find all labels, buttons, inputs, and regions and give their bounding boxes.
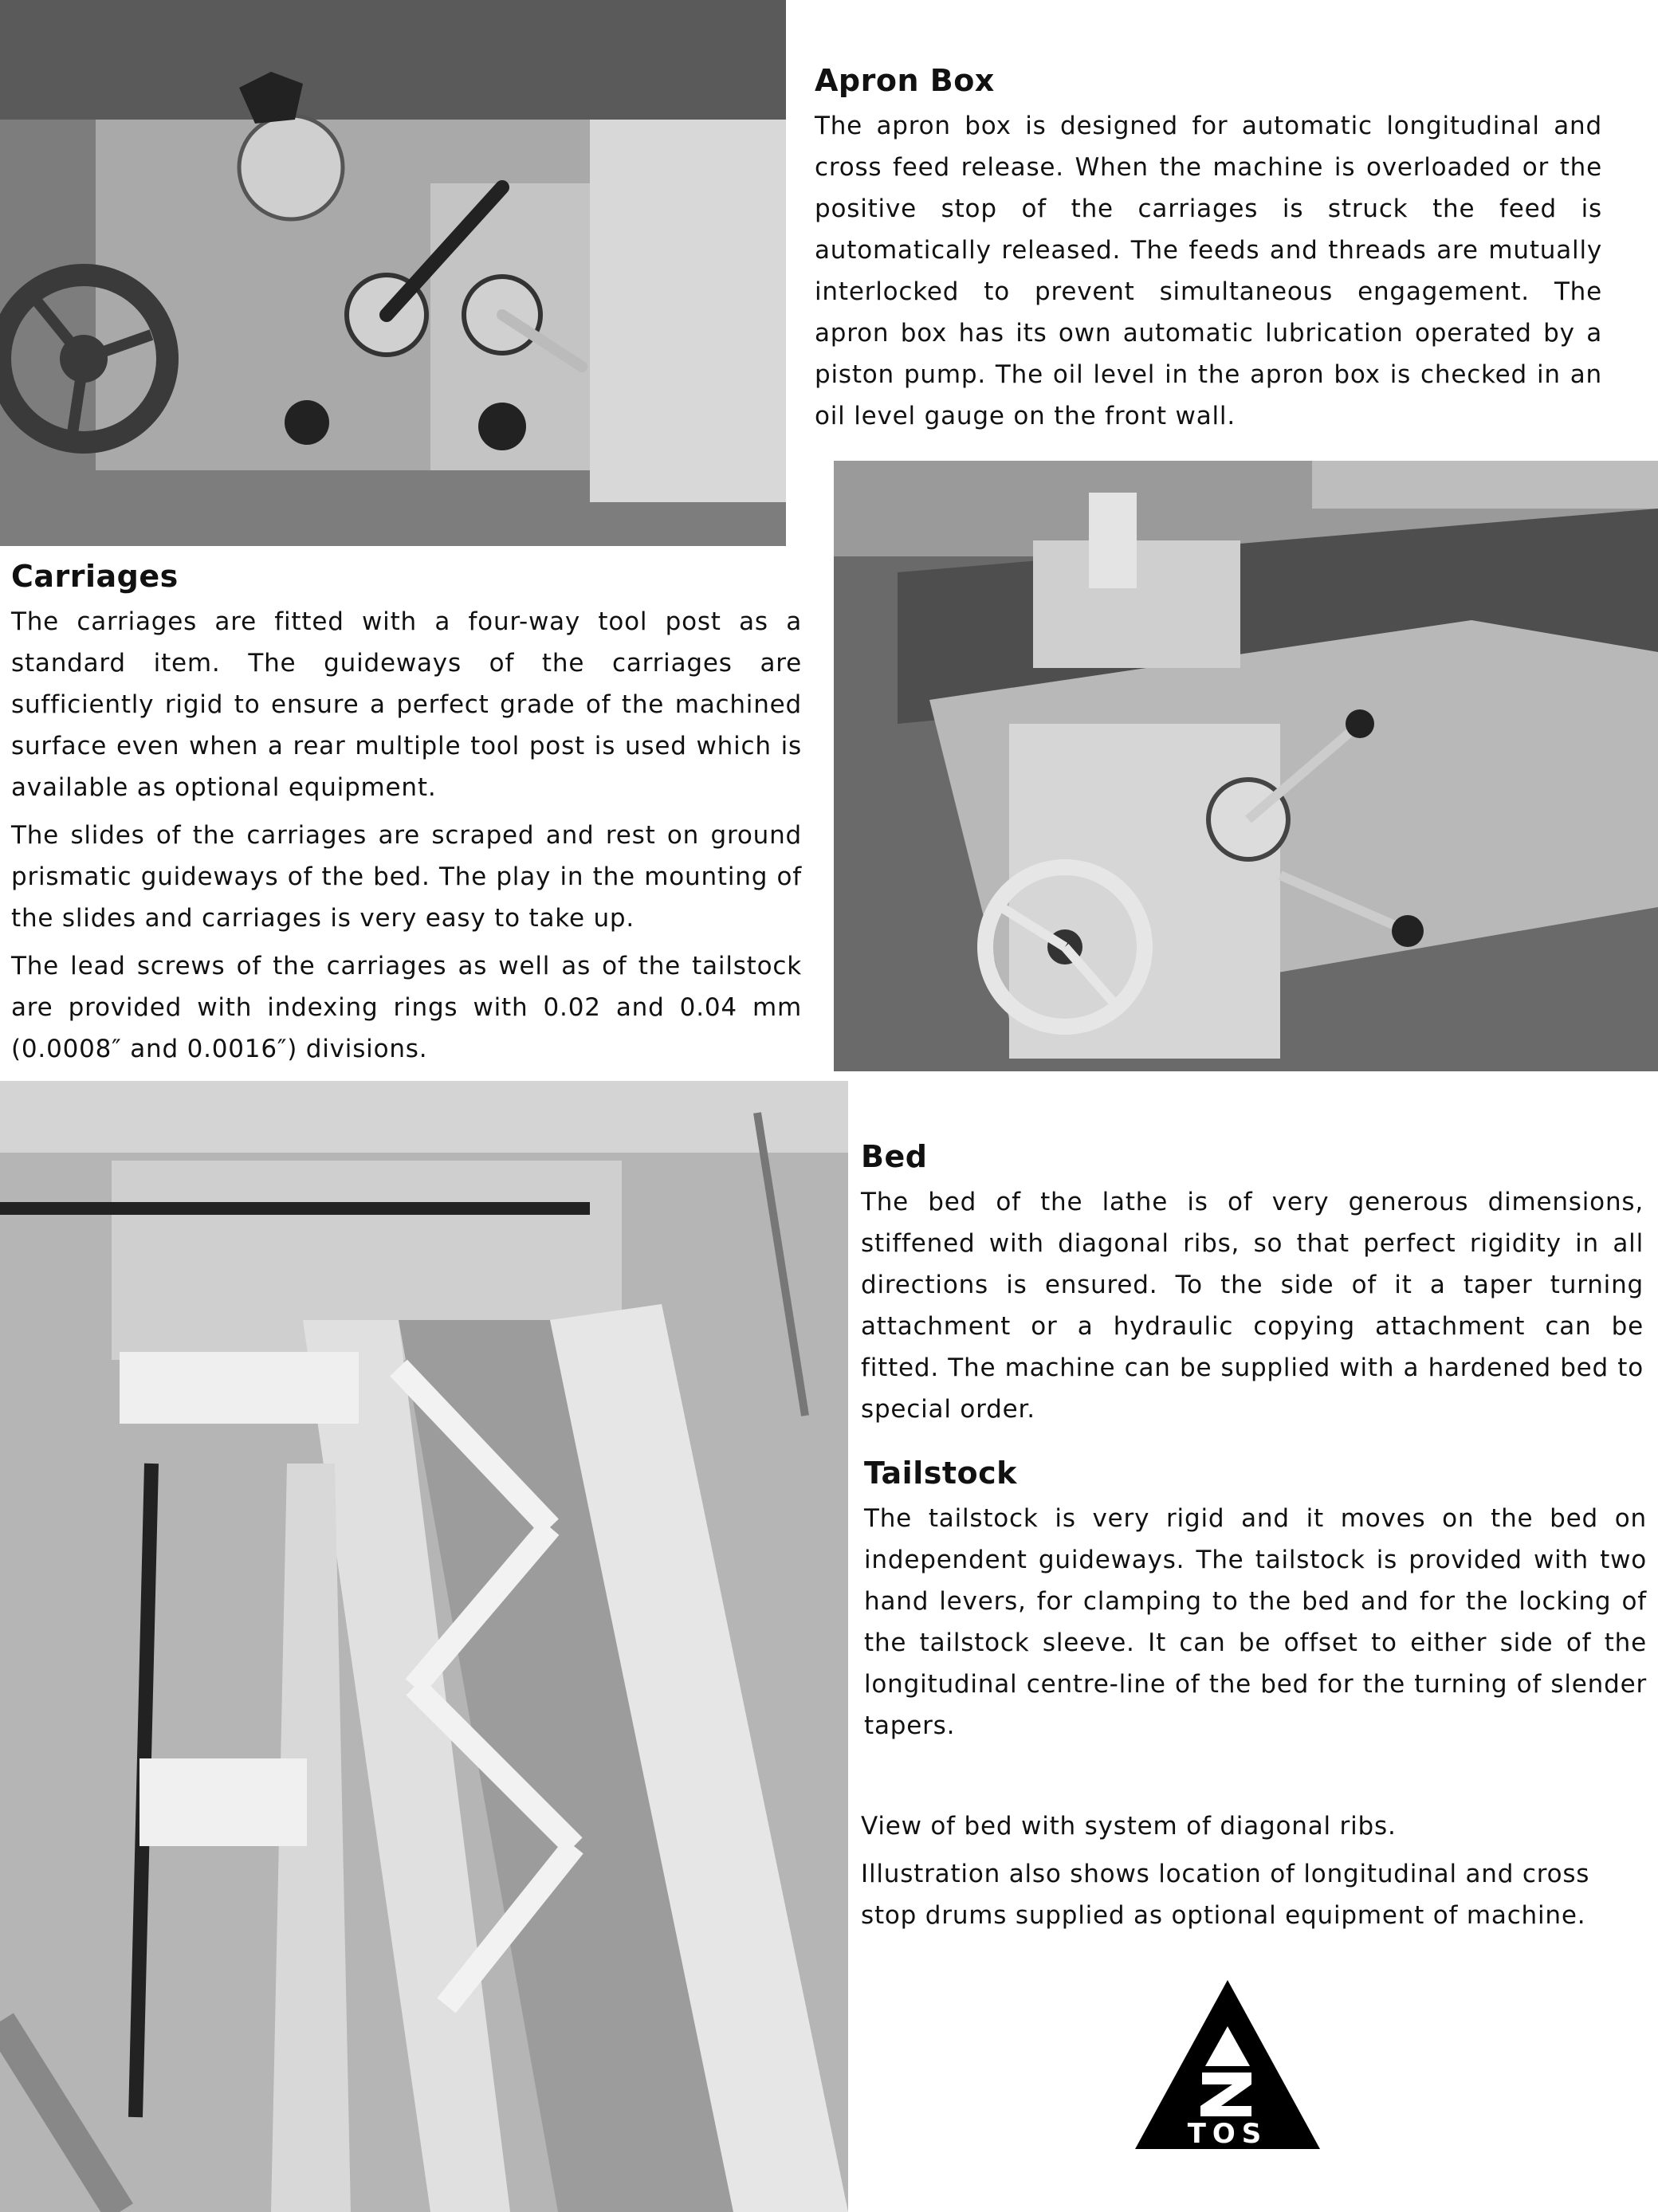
tailstock-section bbox=[864, 1455, 1647, 1746]
tos-logo-text: TOS bbox=[1187, 2118, 1268, 2150]
carriages-paragraph-1: The carriages are fitted with a four-way tool post as a standard item. The guideways of the carriages are sufficiently rigid to ensure a perfect grade of the machined surface even when a rear multiple tool post is used which is available as optional equipment. bbox=[11, 607, 802, 802]
tailstock-title: Tailstock bbox=[864, 1456, 1017, 1491]
bed-photo-caption bbox=[861, 1805, 1650, 1936]
caption-line-2: Illustration also shows location of longitudinal and cross stop drums supplied as optional equipment of machine. bbox=[861, 1860, 1590, 1930]
apron-box-title: Apron Box bbox=[815, 63, 995, 98]
carriages-photo bbox=[834, 461, 1658, 1071]
caption-line-1: View of bed with system of diagonal ribs. bbox=[861, 1812, 1397, 1841]
bed-body: The bed of the lathe is of very generous dimensions, stiffened with diagonal ribs, so that perfect rigidity in all directions is ensured. To the side of it a taper turning attachment or a hydraulic copying attachment can be fitted. The machine can be supplied with a hardened bed to special order. bbox=[861, 1187, 1644, 1424]
carriages-title: Carriages bbox=[11, 559, 179, 594]
carriages-section bbox=[11, 558, 802, 1070]
tos-logo bbox=[1132, 1977, 1323, 2152]
apron-box-section bbox=[815, 62, 1602, 437]
carriages-paragraph-2: The slides of the carriages are scraped and rest on ground prismatic guideways of the bed. The play in the mounting of the slides and carriages is very easy to take up. bbox=[11, 820, 802, 933]
tailstock-body: The tailstock is very rigid and it moves on the bed on independent guideways. The tailstock is provided with two hand levers, for clamping to the bed and for the locking of the tailstock sleeve. It can be offset to either side of the longitudinal centre-line of the bed for the turning of slender tapers. bbox=[864, 1503, 1647, 1740]
bed-section bbox=[861, 1138, 1644, 1430]
carriages-paragraph-3: The lead screws of the carriages as well as of the tailstock are provided with indexing rings with 0.02 and 0.04 mm (0.0008″ and 0.0016″) divisions. bbox=[11, 951, 802, 1063]
bed-photo bbox=[0, 1081, 848, 2212]
apron-box-body: The apron box is designed for automatic longitudinal and cross feed release. When the machine is overloaded or the positive stop of the carriages is struck the feed is automatically released. The feeds and threads are mutually interlocked to prevent simultaneous engagement. The apron box has its own automatic lubrication operated by a piston pump. The oil level in the apron box is checked in an oil level gauge on the front wall. bbox=[815, 111, 1602, 430]
bed-title: Bed bbox=[861, 1139, 928, 1174]
apron-box-photo bbox=[0, 0, 786, 546]
